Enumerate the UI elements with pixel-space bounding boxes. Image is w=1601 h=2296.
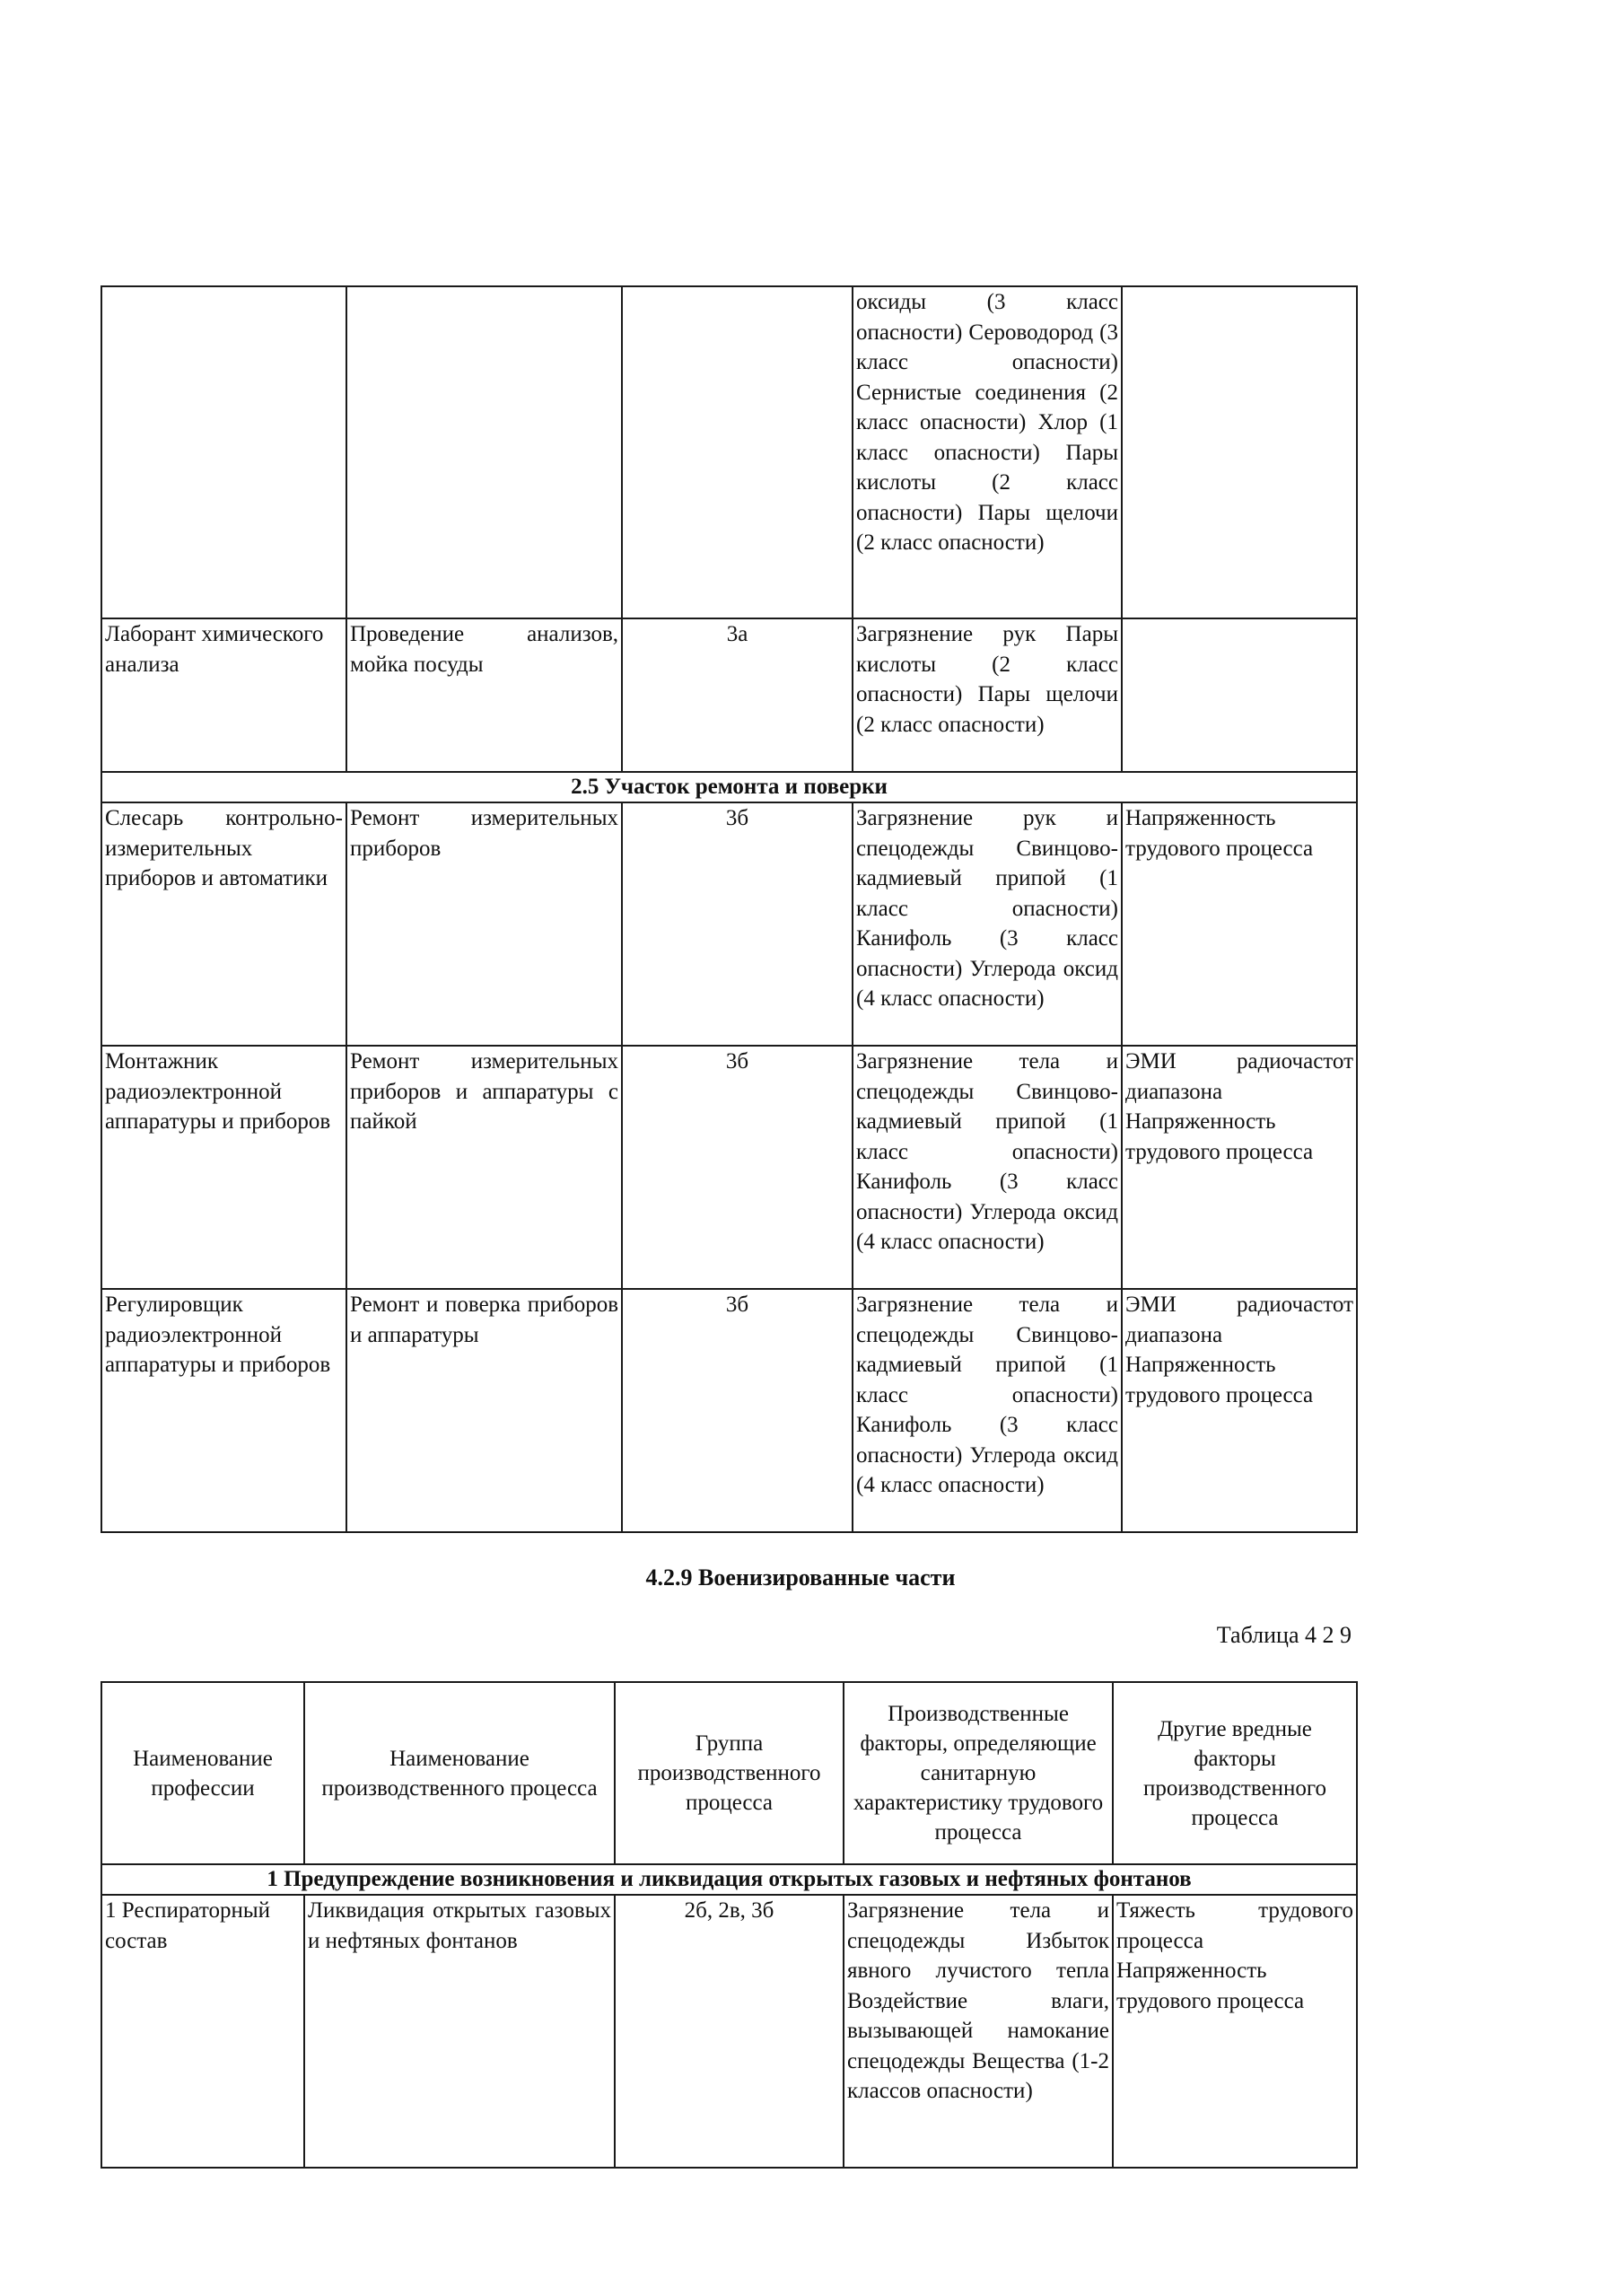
process-cell: Ликвидация открытых газовых и нефтяных фонтанов (304, 1895, 615, 2168)
profession-cell: Регулировщик радиоэлектронной аппаратуры и приборов (101, 1289, 346, 1532)
profession-cell: Слесарь контрольно-измерительных приборов и автоматики (101, 802, 346, 1046)
profession-cell: 1 Респираторный состав (101, 1895, 304, 2168)
section-row (101, 1864, 1357, 1895)
table-number: Таблица 4 2 9 (1216, 1622, 1352, 1648)
group-cell: 3б (622, 1046, 853, 1289)
other-factors-cell: ЭМИ радиочастот диапазона Напряженность трудового процесса (1122, 1046, 1357, 1289)
process-cell: Ремонт и поверка приборов и аппаратуры (346, 1289, 622, 1532)
table-row (101, 802, 1357, 1046)
table-row (101, 1046, 1357, 1289)
section-row (101, 772, 1357, 802)
other-factors-cell (1122, 618, 1357, 772)
group-cell: 3а (622, 618, 853, 772)
column-header-other-factors: Другие вредные факторы производственного процесса (1113, 1682, 1357, 1864)
process-cell: Проведение анализов, мойка посуды (346, 618, 622, 772)
section-heading: 4.2.9 Военизированные части (645, 1564, 956, 1591)
other-factors-cell: ЭМИ радиочастот диапазона Напряженность трудового процесса (1122, 1289, 1357, 1532)
group-cell (622, 286, 853, 618)
process-cell: Ремонт измерительных приборов (346, 802, 622, 1046)
other-factors-cell (1122, 286, 1357, 618)
header-row (101, 1682, 1357, 1864)
table-row (101, 1289, 1357, 1532)
column-header-factors: Производственные факторы, определяющие санитарную характеристику трудового процесса (844, 1682, 1113, 1864)
group-cell: 3б (622, 802, 853, 1046)
group-cell: 3б (622, 1289, 853, 1532)
column-header-profession: Наименование профессии (101, 1682, 304, 1864)
other-factors-cell: Тяжесть трудового процесса Напряженность трудового процесса (1113, 1895, 1357, 2168)
factors-cell: Загрязнение тела и спецодежды Свинцово-кадмиевый припой (1 класс опасности) Канифоль (3 класс опасности) Углерода оксид (4 класс опасности) (853, 1046, 1122, 1289)
profession-cell: Монтажник радиоэлектронной аппаратуры и приборов (101, 1046, 346, 1289)
profession-cell: Лаборант химического анализа (101, 618, 346, 772)
section-title: 1 Предупреждение возникновения и ликвидация открытых газовых и нефтяных фонтанов (101, 1864, 1357, 1895)
hazard-table (101, 1681, 1358, 2169)
column-header-group: Группа производственного процесса (615, 1682, 844, 1864)
factors-cell: Загрязнение рук и спецодежды Свинцово- кадмиевый припой (1 класс опасности) Канифоль (3 класс опасности) Углерода оксид (4 класс опасности) (853, 802, 1122, 1046)
process-cell: Ремонт измерительных приборов и аппаратуры с пайкой (346, 1046, 622, 1289)
other-factors-cell: Напряженность трудового процесса (1122, 802, 1357, 1046)
group-cell: 2б, 2в, 3б (615, 1895, 844, 2168)
table-row (101, 1895, 1357, 2168)
column-header-process: Наименование производственного процесса (304, 1682, 615, 1864)
factors-cell: Загрязнение тела и спецодежды Избыток явного лучистого тепла Воздействие влаги, вызывающей намокание спецодежды Вещества (1-2 классов опасности) (844, 1895, 1113, 2168)
factors-cell: Загрязнение рук Пары кислоты (2 класс опасности) Пары щелочи (2 класс опасности) (853, 618, 1122, 772)
table-row (101, 286, 1357, 618)
table-row (101, 618, 1357, 772)
hazard-table-continued (101, 285, 1358, 1533)
profession-cell (101, 286, 346, 618)
process-cell (346, 286, 622, 618)
section-title: 2.5 Участок ремонта и поверки (101, 772, 1357, 802)
factors-cell: Загрязнение тела и спецодежды Свинцово-кадмиевый припой (1 класс опасности) Канифоль (3 класс опасности) Углерода оксид (4 класс опасности) (853, 1289, 1122, 1532)
factors-cell: оксиды (3 класс опасности) Сероводород (3 класс опасности) Сернистые соединения (2 класс опасности) Хлор (1 класс опасности) Пары кислоты (2 класс опасности) Пары щелочи (2 класс опасности) (853, 286, 1122, 618)
